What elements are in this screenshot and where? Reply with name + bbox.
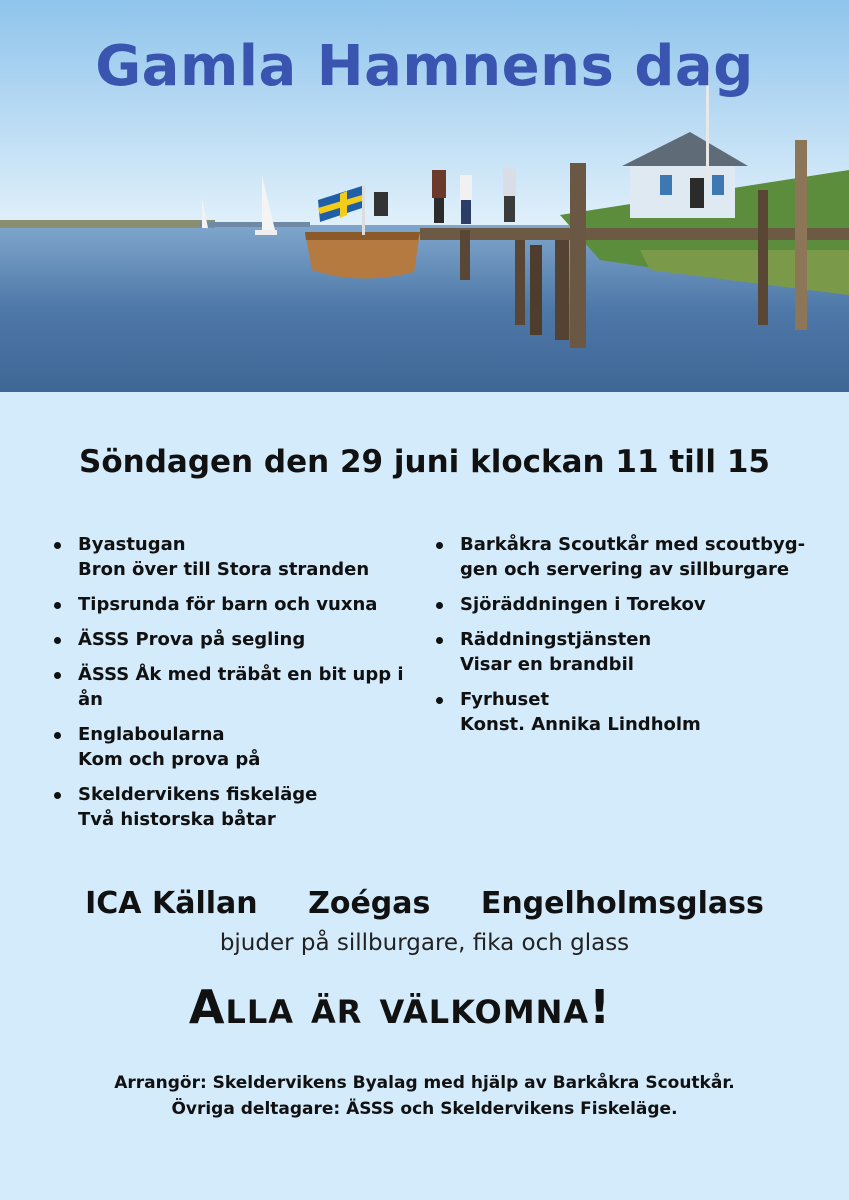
list-item (434, 592, 814, 617)
pier-post (570, 163, 586, 348)
sponsor-name: Engelholmsglass (480, 886, 764, 921)
list-item (434, 687, 814, 737)
list-item (52, 532, 412, 582)
pier-deck (420, 228, 849, 240)
person (374, 192, 388, 216)
list-item-line: Byastugan (78, 534, 186, 555)
list-item-line: Barkåkra Scoutkår med scoutbyg- (460, 534, 806, 555)
list-item-line: ÄSSS Prova på segling (78, 629, 306, 650)
far-shore (0, 220, 215, 228)
sponsor-name: Zoégas (308, 886, 431, 921)
sponsors-row (0, 886, 849, 921)
list-item-line: Visar en brandbil (460, 654, 634, 675)
bullet-icon (54, 732, 61, 739)
bullet-icon (54, 542, 61, 549)
list-item (434, 532, 814, 582)
list-item (52, 722, 412, 772)
person (503, 168, 516, 196)
organizer-line: Arrangör: Skeldervikens Byalag med hjälp av Barkåkra Scoutkår. (114, 1073, 735, 1093)
bullet-icon (54, 637, 61, 644)
program-list-left (52, 532, 412, 842)
event-date: Söndagen den 29 juni klockan 11 till 15 (79, 444, 770, 480)
list-item-line: ÄSSS Åk med träbåt en bit upp i ån (78, 664, 404, 710)
list-item-line: Konst. Annika Lindholm (460, 714, 701, 735)
list-item (52, 592, 412, 617)
person (432, 170, 446, 198)
sponsor-offer: bjuder på sillburgare, fika och glass (219, 930, 630, 956)
list-item-line: Englaboularna (78, 724, 225, 745)
list-item-line: Skeldervikens fiskeläge (78, 784, 318, 805)
list-item-line: Tipsrunda för barn och vuxna (78, 594, 378, 615)
list-item (434, 627, 814, 677)
bullet-icon (54, 792, 61, 799)
bullet-icon (54, 672, 61, 679)
bullet-icon (54, 602, 61, 609)
list-item-line: Bron över till Stora stranden (78, 559, 370, 580)
bullet-icon (436, 602, 443, 609)
bullet-icon (436, 637, 443, 644)
person (460, 175, 472, 201)
list-item-line: Kom och prova på (78, 749, 261, 770)
pier-post (795, 140, 807, 330)
list-item-line: gen och servering av sillburgare (460, 559, 790, 580)
list-item-line: Räddningstjänsten (460, 629, 652, 650)
bullet-icon (436, 542, 443, 549)
organizer-info (0, 1070, 849, 1122)
list-item (52, 782, 412, 832)
list-item-line: Två historska båtar (78, 809, 276, 830)
list-item (52, 662, 412, 712)
list-item-line: Sjöräddningen i Torekov (460, 594, 706, 615)
participants-line: Övriga deltagare: ÄSSS och Skeldervikens Fiskeläge. (171, 1099, 678, 1119)
list-item-line: Fyrhuset (460, 689, 550, 710)
bullet-icon (436, 697, 443, 704)
harbor-photo (0, 0, 849, 392)
welcome-heading: Alla är välkomna! (188, 980, 612, 1034)
list-item (52, 627, 412, 652)
page-title: Gamla Hamnens dag (95, 34, 754, 99)
program-list-right (434, 532, 814, 747)
sponsor-name: ICA Källan (85, 886, 258, 921)
